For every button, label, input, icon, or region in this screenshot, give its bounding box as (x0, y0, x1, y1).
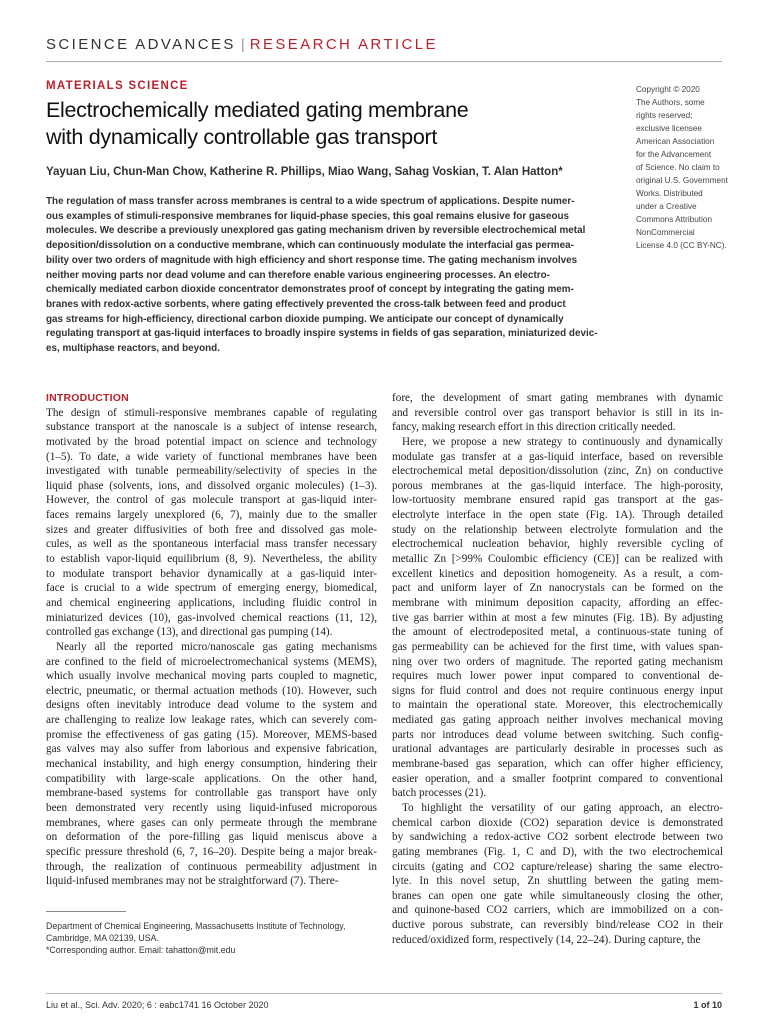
body-line: and quinone-based CO2 carriers, which are immobilized on a con- (392, 904, 723, 917)
body-line: compatibility with large-scale applications. On the other hand, (46, 772, 377, 785)
body-line: fore, the development of smart gating membranes with dynamic (392, 392, 723, 404)
body-line: signs for fluid control and does not require continuous energy input (392, 684, 723, 697)
body-line: been demonstrated very recently using liquid-infused microporous (46, 801, 377, 814)
body-line: liquid-infused membranes may not be straightforward (7). There- (46, 875, 339, 888)
body-line: are confined to the field of microelectromechanical systems (MEMS), (46, 655, 377, 668)
body-line: excellent kinetics and deposition homogeneity. As a result, a com- (392, 567, 723, 580)
body-line: Here, we propose a new strategy to continuously and dynamically (402, 435, 723, 448)
introduction-heading: INTRODUCTION (46, 392, 129, 404)
body-line: electric, pneumatic, or thermal actuation methods (10). However, such (46, 684, 377, 697)
abstract-line: neither moving parts nor dead volume and can therefore enable various engineering processes. An electro- (46, 269, 550, 281)
body-line: on deformation of the pore-filling gas liquid meniscus above a (46, 831, 377, 844)
author-list: Yayuan Liu, Chun-Man Chow, Katherine R. Phillips, Miao Wang, Sahag Voskian, T. Alan Hatton* (46, 166, 563, 178)
body-line: easier operation, and a smaller footprint compared to conventional (392, 772, 723, 785)
article-type: RESEARCH ARTICLE (249, 36, 438, 53)
body-line: To highlight the versatility of our gating approach, an electro- (402, 801, 723, 814)
body-line: reduced/oxidized form, respectively (14, 22–24). During capture, the (392, 933, 701, 946)
body-line: liquid phase (solvents, ions, and dissolved organic molecules) (1–3). (46, 479, 377, 492)
body-line: promise the effectiveness of gas gating (15). Moreover, MEMS-based (46, 728, 377, 741)
body-line: substance transport at the nanoscale is a subject of intense research, (46, 421, 377, 434)
affiliation-footnote (46, 920, 377, 956)
header-separator: | (240, 36, 245, 53)
journal-name: SCIENCE ADVANCES (46, 36, 236, 53)
abstract-line: deposition/dissolution on a conductive membrane, which can continuously modulate the interfacial gas permea- (46, 240, 574, 252)
body-line: sizes and greater diffusivities of both free and dissolved gas mole- (46, 523, 377, 536)
body-line: electrochemical metal deposition/dissolution (zinc, Zn) on conductive (392, 465, 723, 478)
body-line: membrane-based gas separation, which can offer higher efficiency, (392, 758, 723, 771)
body-line: and reversible control over gas transport behavior is still in its in- (392, 406, 723, 419)
body-line: parts nor introduces dead volume between switching. Such config- (392, 728, 723, 741)
body-line: lyte. In this novel setup, Zn shuttling between the gating mem- (392, 875, 723, 888)
body-line: motivated by the broad potential impact on science and technology (46, 435, 377, 448)
page-number: 1 of 10 (693, 1000, 722, 1010)
body-line: tive gas barrier within at most a few minutes (Fig. 1B). By adjusting (392, 611, 723, 624)
body-line: through, the realization of continuous permeability adjustment in (46, 860, 377, 873)
body-line: membranes, where gases can only permeate through the membrane (46, 816, 377, 829)
body-line: and chemical engineering applications, including fluidic control in (46, 596, 377, 609)
body-line: However, the control of gas molecule transport at gas-liquid inter- (46, 494, 377, 507)
header-rule (46, 61, 722, 62)
body-line: the amount of electrodeposited metal, a continuous-state tuning of (392, 626, 723, 639)
body-line: low-tortuosity membrane ensured rapid gas transport at the gas- (392, 494, 723, 507)
body-line: miniaturized devices (10), gas-involved chemical reactions (11, 12), (46, 611, 377, 624)
copyright-line: American Association (636, 137, 715, 146)
body-line: requires much lower power input compared to conventional de- (392, 670, 723, 683)
body-line: faces remains largely unexplored (6, 7), mainly due to the smaller (46, 509, 377, 522)
body-line: electrolyte interface in the open state (Fig. 1A). Through detailed (392, 509, 723, 522)
copyright-line: NonCommercial (636, 228, 695, 237)
copyright-line: rights reserved; (636, 111, 693, 120)
body-line: branes can open one gate while simultaneously closing the other, (392, 889, 723, 902)
body-line: study on the relationship between electrolyte formulation and the (392, 523, 723, 536)
copyright-line: of Science. No claim to (636, 163, 720, 172)
body-line: ning over two orders of magnitude. The reported gating mechanism (392, 655, 723, 668)
body-line: designs often inevitably introduce dead volume to the system and (46, 699, 377, 712)
title-line: Electrochemically mediated gating membrane (46, 98, 469, 122)
body-line: mechanical instability, and high energy consumption, hindering their (46, 758, 377, 771)
body-line: by sandwiching a redox-active CO2 sorbent electrode between two (392, 831, 723, 844)
body-line: The design of stimuli-responsive membranes capable of regulating (46, 406, 377, 419)
footer-rule (46, 993, 722, 994)
copyright-notice (636, 83, 736, 252)
abstract-line: molecules. We describe a previously unexplored gas gating mechanism driven by reversible electrochemical metal (46, 225, 586, 237)
body-line: mediated gas gating approach neither involves mechanical moving (392, 714, 723, 727)
body-line: gas permeability can be achieved for the first time, with values span- (392, 640, 723, 653)
body-line: which usually involve mechanical moving parts coupled to magnetic, (46, 670, 377, 683)
journal-header (46, 36, 438, 53)
body-line: face is crucial to a wide spectrum of emerging energy, biomedical, (46, 582, 377, 595)
abstract-line: The regulation of mass transfer across membranes is central to a wide spectrum of applications. Despite numer- (46, 196, 575, 207)
article-title (46, 97, 606, 151)
body-line: controlled gas exchange (13), and directional gas pumping (14). (46, 626, 333, 639)
body-line: gas valves may also suffer from laborious and expensive fabrication, (46, 743, 377, 756)
body-line: (1–5). To date, a wide variety of functional membranes have been (46, 450, 377, 463)
copyright-line: exclusive licensee (636, 124, 702, 133)
body-line: membrane-based systems for controllable gas transport have only (46, 787, 377, 800)
body-line: gating membranes (Fig. 1, C and D), with the two electrochemical (392, 845, 723, 858)
body-line: circuits (gating and CO2 capture/release) sharing the same electro- (392, 860, 723, 873)
left-column (46, 391, 377, 889)
body-line: cules, as well as the spontaneous interfacial mass transfer necessary (46, 538, 377, 551)
title-line: with dynamically controllable gas transport (46, 125, 438, 149)
body-line: modulate gas transfer at a gas-liquid interface, based on reversible (392, 450, 723, 463)
copyright-line: The Authors, some (636, 98, 705, 107)
footnote-rule (46, 911, 126, 912)
footnote-line: Cambridge, MA 02139, USA. (46, 933, 159, 943)
abstract (46, 195, 608, 357)
right-column (392, 391, 723, 947)
abstract-line: gas streams for high-efficiency, directional carbon dioxide pumping. We anticipate our concept of dynamically (46, 313, 564, 325)
body-line: chemical carbon dioxide (CO2) separation device is demonstrated (392, 816, 723, 829)
copyright-line: License 4.0 (CC BY-NC). (636, 241, 727, 250)
body-line: ductive porous substrate, can reversibly bind/release CO2 in their (392, 919, 723, 932)
body-line: to modulate transport behavior dynamically at a gas-liquid inter- (46, 567, 377, 580)
copyright-line: Commons Attribution (636, 215, 712, 224)
copyright-line: original U.S. Government (636, 176, 728, 185)
abstract-line: es, multiphase reactors, and beyond. (46, 343, 220, 355)
body-line: batch processes (21). (392, 787, 487, 800)
copyright-line: Works. Distributed (636, 189, 703, 198)
footnote-line: *Corresponding author. Email: tahatton@mit.edu (46, 945, 236, 955)
footnote-line: Department of Chemical Engineering, Massachusetts Institute of Technology, (46, 921, 346, 931)
body-line: are challenging to realize low leakage rates, which can severely com- (46, 714, 377, 727)
body-line: investigated with tunable permeability/selectivity of species in the (46, 465, 377, 478)
body-line: porous membranes at the gas-liquid interface. The high-porosity, (392, 479, 723, 492)
body-line: Nearly all the reported micro/nanoscale gas gating mechanisms (56, 640, 377, 653)
body-line: urational advantages are particularly desirable in processes such as (392, 743, 723, 756)
copyright-line: Copyright © 2020 (636, 85, 700, 94)
abstract-line: branes with redox-active sorbents, where gating effectively prevented the cross-talk between feed and product (46, 298, 566, 310)
abstract-line: ous examples of stimuli-responsive membranes for liquid-phase species, this goal remains elusive for gaseous (46, 210, 569, 222)
body-line: pact and uniform layer of Zn nanocrystals can be formed on the (392, 582, 723, 595)
abstract-line: chemically mediated carbon dioxide concentrator demonstrates proof of concept by integrating the gating mem- (46, 284, 574, 296)
body-line: to establish vapor-liquid equilibrium (8, 9). Nevertheless, the ability (46, 553, 377, 566)
body-line: to maintain the operational state. Moreover, this electrochemically (392, 699, 723, 712)
copyright-line: for the Advancement (636, 150, 712, 159)
copyright-line: under a Creative (636, 202, 697, 211)
body-line: electrochemical nucleation behavior, highly reversible cycling of (392, 538, 723, 551)
body-line: membrane with minimum deposition capacity, affording an effec- (392, 596, 723, 609)
body-line: fancy, making research effort in this direction critically needed. (392, 421, 676, 434)
section-label: MATERIALS SCIENCE (46, 80, 189, 92)
abstract-line: regulating transport at gas-liquid interfaces to broadly inspire systems in fields of gas separation, miniaturized devic- (46, 328, 598, 340)
citation-footer: Liu et al., Sci. Adv. 2020; 6 : eabc1741 16 October 2020 (46, 1000, 269, 1010)
abstract-line: bility over two orders of magnitude with high efficiency and short response time. The gating mechanism involves (46, 254, 578, 266)
body-line: specific pressure threshold (6, 7, 16–20). Despite being a major break- (46, 845, 377, 858)
body-line: metallic Zn [>99% Coulombic efficiency (CE)] can be realized with (392, 553, 723, 566)
